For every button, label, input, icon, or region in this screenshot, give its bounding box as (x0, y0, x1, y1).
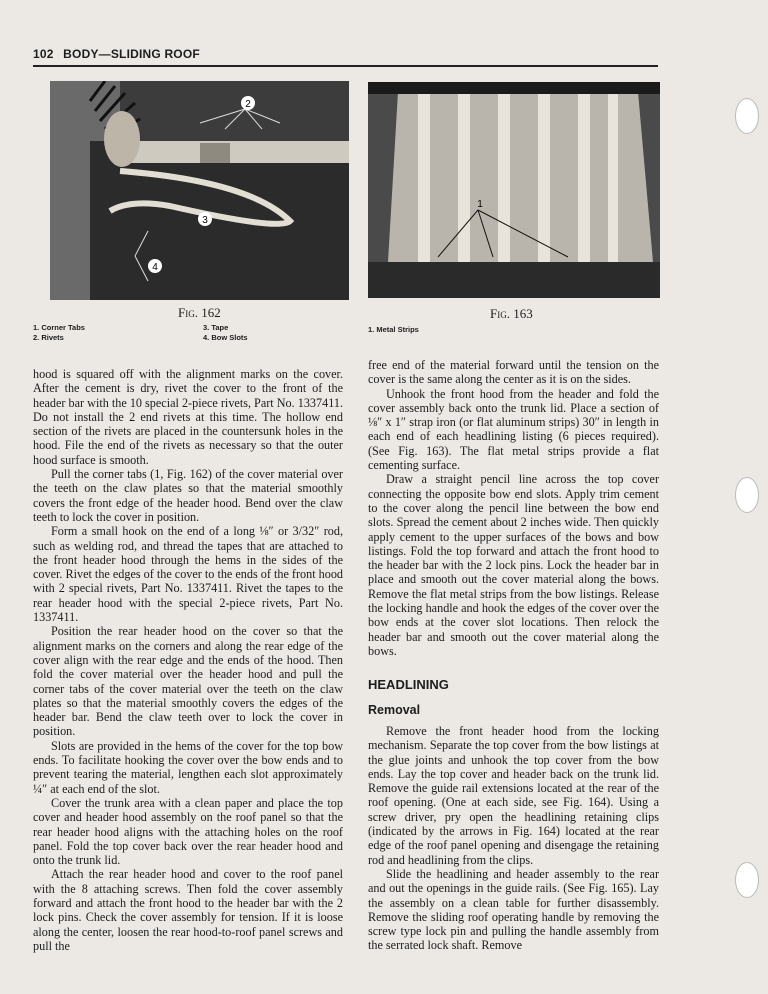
running-header (33, 47, 200, 61)
paragraph: Draw a straight pencil line across the top cover connecting the opposite bow end slots. Apply trim cement to the cover along the pencil line between the bow end slots. Spread the cement about 2 inches wide. Then quickly apply cement to the upper surfaces of the bows and bow listings. Fold the top forward and attach the front hood to the header bar with the 2 lock pins. Lock the header bar in place and smooth out the cover material along the bows. Remove the flat metal strips from the bow listings. Release the locking handle and hook the edges of the cover over the bow ends at the cover slot locations. Then relock the header bar and smooth out the cover material along the bows. (368, 472, 659, 658)
paragraph: Pull the corner tabs (1, Fig. 162) of the cover material over the teeth on the claw plates so that the material smoothly covers the front edge of the header hood. Bend over the claw teeth to lock the cover in position. (33, 467, 343, 524)
callout-4: 4 (152, 262, 158, 273)
figure-162-legend-1: 1. Corner Tabs (33, 323, 85, 332)
paragraph: hood is squared off with the alignment marks on the cover. After the cement is dry, rivet the cover to the front of the header bar with the 10 special 2-piece rivets, Part No. 1337411. Do not install the 2 end rivets at this time. The hollow end section of the rivets are placed in the countersunk holes in the hood. File the end of the rivets as necessary so that the outer hood surface is smooth. (33, 367, 343, 467)
figure-162-legend-4: 4. Bow Slots (203, 333, 248, 342)
figure-163-caption: Fig. 163 (490, 306, 533, 321)
paragraph: Slots are provided in the hems of the cover for the top bow ends. To facilitate hooking the cover over the bow ends and to prevent tearing the material, lengthen each slot approximately ¼″ at each end of the slot. (33, 738, 343, 796)
paragraph: Attach the rear header hood and cover to the roof panel with the 8 attaching screws. Then fold the cover assembly forward and attach the front hood to the header bar with the 2 lock pins. Check the cover assembly for tension. If it is loose along the center, loosen the rear hood-to-roof panel screws and pull the (33, 867, 343, 953)
right-column (368, 358, 659, 658)
binder-hole-middle (735, 477, 759, 513)
page-number: 102 (33, 47, 54, 61)
binder-hole-bottom (735, 862, 759, 898)
figure-162-illustration (50, 81, 349, 300)
figure-162-legend-2: 2. Rivets (33, 333, 64, 342)
figure-163-photo (368, 82, 660, 298)
figure-163-illustration (368, 82, 660, 298)
header-rule (33, 65, 658, 67)
figure-162-caption: Fig. 162 (178, 305, 221, 320)
paragraph: Position the rear header hood on the cover so that the alignment marks on the corners and along the rear edge of the cover align with the rear edge and the ends of the hood. Then fold the cover material over the header hood and pull the corner tabs of the cover material over the teeth on the claw plates so that the material smoothly covers the edges of the header bar. Bend the claw teeth over to lock the cover in position. (33, 624, 343, 739)
callout-1: 1 (477, 199, 483, 210)
left-column (33, 367, 343, 953)
callout-3: 3 (202, 215, 208, 226)
subheading: Removal (368, 703, 421, 717)
section-heading: HEADLINING (368, 677, 449, 692)
paragraph: free end of the material forward until the tension on the cover is the same along the center as it is on the sides. (368, 358, 659, 387)
running-title: BODY—SLIDING ROOF (63, 47, 200, 61)
figure-163-legend-1: 1. Metal Strips (368, 325, 419, 334)
paragraph: Slide the headlining and header assembly to the rear and out the openings in the guide rails. (See Fig. 165). Lay the assembly on a clean table for further disassembly. Remove the sliding roof operating handle by removing the screw type lock pin and pulling the handle assembly from the serrated lock shaft. Remove (368, 866, 659, 953)
callout-2: 2 (245, 99, 251, 110)
figure-162-legend-3: 3. Tape (203, 323, 229, 332)
removal-section (368, 724, 659, 953)
paragraph: Remove the front header hood from the locking mechanism. Separate the top cover from the bow listings at the glue joints and unhook the top cover from the bow ends. Lay the top cover and header back on the trunk lid. Remove the guide rail extensions located at the rear of the roof opening. (One at each side, see Fig. 164). Using a screw driver, pry open the headlining retaining clips (indicated by the arrows in Fig. 164) located at the rear edge of the roof panel opening and disengage the retaining rod and headlining from the clips. (368, 724, 659, 867)
paragraph: Cover the trunk area with a clean paper and place the top cover and header hood assembly on the roof panel so that the rear header hood aligns with the attaching holes on the roof panel. Fold the top cover back over the rear header hood and onto the trunk lid. (33, 795, 343, 868)
paragraph: Form a small hook on the end of a long ⅛″ or 3/32″ rod, such as welding rod, and thread the tapes that are attached to the front header hood through the hems in the sides of the cover. Rivet the edges of the cover to the ends of the front hood with 2 special rivets, Part No. 1337411. Rivet the tapes to the rear header hood with the special 2-piece rivets, Part No. 1337411. (33, 524, 344, 625)
binder-hole-top (735, 98, 759, 134)
paragraph: Unhook the front hood from the header and fold the cover assembly back onto the trunk lid. Place a section of ⅛″ x 1″ strap iron (or flat aluminum strips) 30″ in length in each end of each headlining listing (6 pieces required). (See Fig. 163). The flat metal strips provide a flat cementing surface. (368, 386, 659, 473)
figure-162-photo (50, 81, 349, 300)
